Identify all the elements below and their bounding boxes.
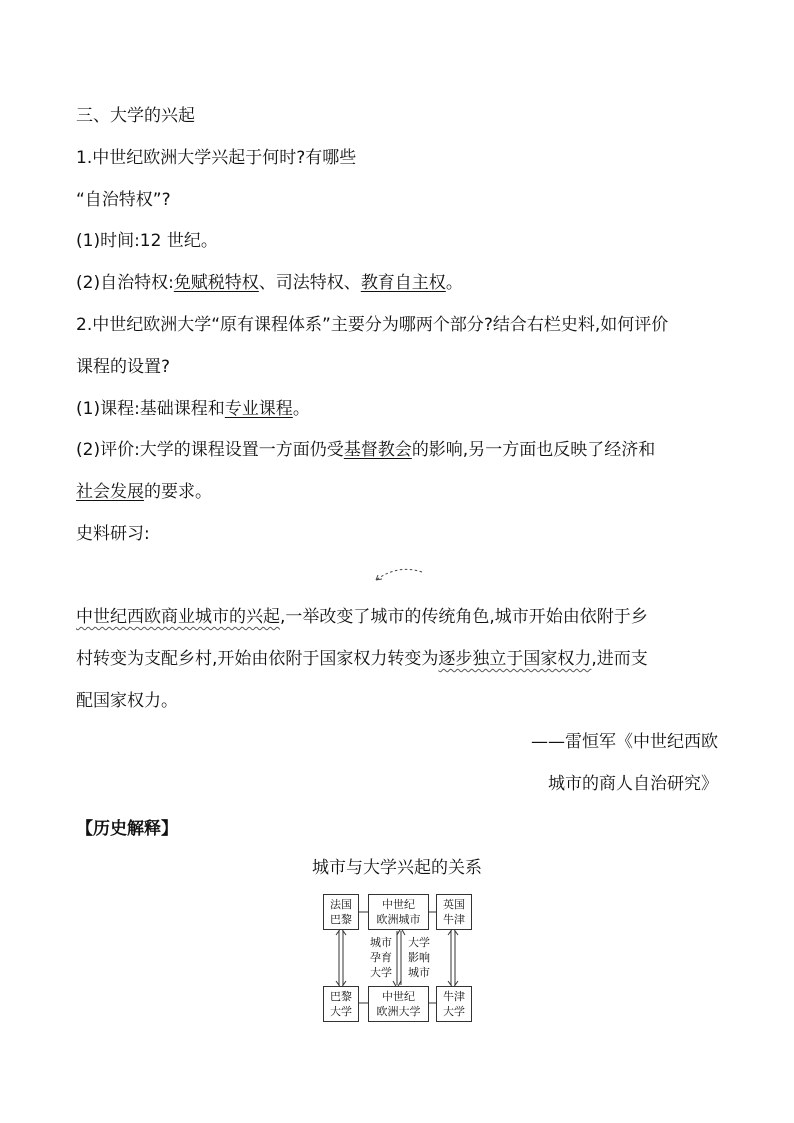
question-1-line-2: “自治特权”? — [76, 190, 171, 210]
box-paris — [323, 894, 359, 930]
diagram-title: 城市与大学兴起的关系 — [312, 858, 482, 878]
question-1-line-1: 1.中世纪欧洲大学兴起于何时?有哪些 — [76, 148, 357, 168]
box-medieval-university — [368, 986, 429, 1022]
answer-1-time: (1)时间:12 世纪。 — [76, 231, 218, 251]
text: (1)课程:基础课程和 — [76, 399, 225, 419]
text: 。 — [445, 273, 463, 293]
box-text: 法国 — [330, 898, 352, 911]
wavy-underlined-text: 逐步独立于国家权力 — [438, 649, 592, 669]
text: 的要求。 — [144, 482, 212, 502]
underlined-answer: 免赋税特权 — [173, 273, 259, 293]
text: ,进而支 — [591, 649, 648, 669]
mid-text: 影响 — [408, 951, 430, 964]
material-label: 史料研习: — [76, 524, 150, 544]
box-text: 英国 — [443, 898, 465, 911]
mid-text: 孕育 — [370, 951, 392, 964]
section-title: 三、大学的兴起 — [76, 106, 195, 126]
question-2-line-2: 课程的设置? — [76, 357, 171, 377]
quote-line-3: 配国家权力。 — [76, 691, 178, 711]
text: (2)自治特权: — [76, 273, 174, 293]
quote-source-1: ——雷恒军《中世纪西欧 — [531, 732, 718, 752]
wavy-underlined-text: 中世纪西欧商业城市的兴起 — [76, 607, 280, 627]
mid-text: 大学 — [408, 936, 430, 949]
text: ,一举改变了城市的传统角色,城市开始由依附于乡 — [280, 607, 648, 627]
box-text: 牛津 — [443, 990, 465, 1003]
text: (2)评价:大学的课程设置一方面仍受 — [76, 440, 344, 460]
box-text: 中世纪 — [382, 898, 415, 911]
box-medieval-city — [368, 894, 429, 930]
text: 的影响,另一方面也反映了经济和 — [411, 440, 656, 460]
underlined-answer: 基督教会 — [343, 440, 412, 460]
box-oxford — [436, 894, 472, 930]
text: 、司法特权、 — [258, 273, 361, 293]
box-oxford-university — [436, 986, 472, 1022]
box-text: 巴黎 — [330, 990, 352, 1003]
box-text: 大学 — [330, 1005, 352, 1018]
label-city-nurtures-university — [368, 935, 394, 980]
question-2-line-1: 2.中世纪欧洲大学“原有课程体系”主要分为哪两个部分?结合右栏史料,如何评价 — [76, 315, 669, 335]
text: 。 — [292, 399, 310, 419]
box-text: 中世纪 — [382, 990, 415, 1003]
box-text: 牛津 — [443, 913, 465, 926]
underlined-answer: 教育自主权 — [360, 273, 446, 293]
text: 村转变为支配乡村,开始由依附于国家权力转变为 — [76, 649, 439, 669]
mid-text: 城市 — [370, 936, 392, 949]
mid-text: 城市 — [408, 966, 430, 979]
history-explanation-label: 【历史解释】 — [76, 819, 178, 839]
underlined-answer: 社会发展 — [76, 482, 144, 502]
mid-text: 大学 — [370, 966, 392, 979]
label-university-influences-city — [406, 935, 432, 980]
box-text: 大学 — [443, 1005, 465, 1018]
box-text: 巴黎 — [330, 913, 352, 926]
underlined-answer: 专业课程 — [224, 399, 293, 419]
quote-source-2: 城市的商人自治研究》 — [548, 774, 718, 794]
box-paris-university — [323, 986, 359, 1022]
box-text: 欧洲城市 — [376, 913, 421, 926]
box-text: 欧洲大学 — [376, 1005, 421, 1018]
